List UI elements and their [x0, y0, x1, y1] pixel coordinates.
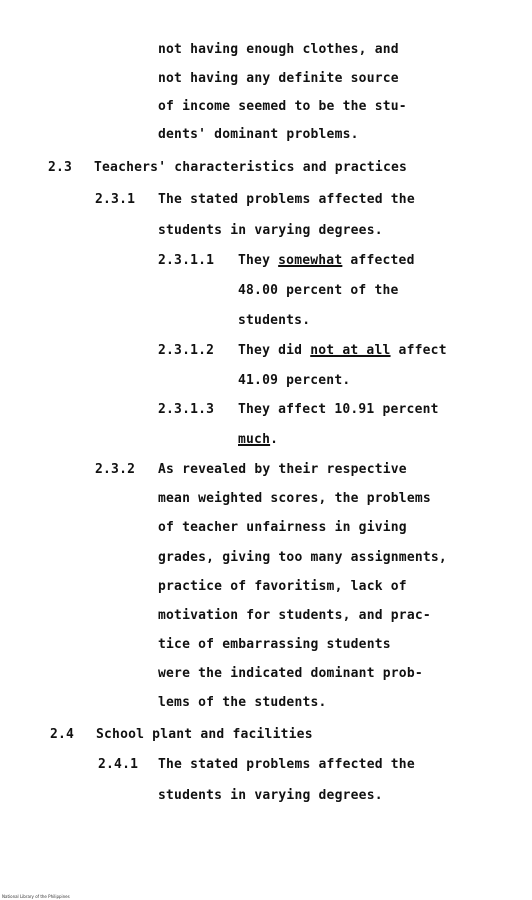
underlined-word: somewhat: [278, 253, 343, 268]
text-line: [238, 432, 278, 447]
section-number: 2.3.1: [95, 192, 136, 207]
text-segment: They did: [238, 343, 311, 358]
text-line: students.: [238, 313, 311, 328]
section-heading: Teachers' characteristics and practices: [94, 160, 408, 175]
section-number: 2.3: [48, 160, 73, 175]
section-number: 2.3.2: [95, 462, 136, 477]
text-line: The stated problems affected the: [158, 757, 415, 772]
text-line: students in varying degrees.: [158, 223, 383, 238]
text-line: students in varying degrees.: [158, 788, 383, 803]
text-line: of teacher unfairness in giving: [158, 520, 407, 535]
underlined-word: much: [238, 432, 271, 447]
text-line: 41.09 percent.: [238, 373, 351, 388]
text-line: motivation for students, and prac-: [158, 608, 431, 623]
section-number: 2.4: [50, 727, 75, 742]
section-number: 2.3.1.2: [158, 343, 215, 358]
text-line: not having enough clothes, and: [158, 42, 399, 57]
text-line: not having any definite source: [158, 71, 399, 86]
text-line: [238, 343, 447, 358]
text-line: They affect 10.91 percent: [238, 402, 439, 417]
text-line: mean weighted scores, the problems: [158, 491, 431, 506]
text-segment: affected: [342, 253, 415, 268]
text-line: [238, 253, 415, 268]
text-line: The stated problems affected the: [158, 192, 415, 207]
text-line: dents' dominant problems.: [158, 127, 359, 142]
text-line: practice of favoritism, lack of: [158, 579, 407, 594]
text-line: lems of the students.: [158, 695, 327, 710]
text-segment: They: [238, 253, 279, 268]
text-line: of income seemed to be the stu-: [158, 99, 407, 114]
section-number: 2.3.1.1: [158, 253, 215, 268]
scan-footer: National Library of the Philippines: [2, 894, 70, 899]
text-line: tice of embarrassing students: [158, 637, 391, 652]
text-segment: .: [270, 432, 279, 447]
text-line: As revealed by their respective: [158, 462, 407, 477]
text-segment: affect: [390, 343, 447, 358]
section-heading: School plant and facilities: [96, 727, 313, 742]
section-number: 2.3.1.3: [158, 402, 215, 417]
text-line: were the indicated dominant prob-: [158, 666, 423, 681]
underlined-word: not at all: [310, 343, 391, 358]
text-line: grades, giving too many assignments,: [158, 550, 447, 565]
text-line: 48.00 percent of the: [238, 283, 399, 298]
section-number: 2.4.1: [98, 757, 139, 772]
